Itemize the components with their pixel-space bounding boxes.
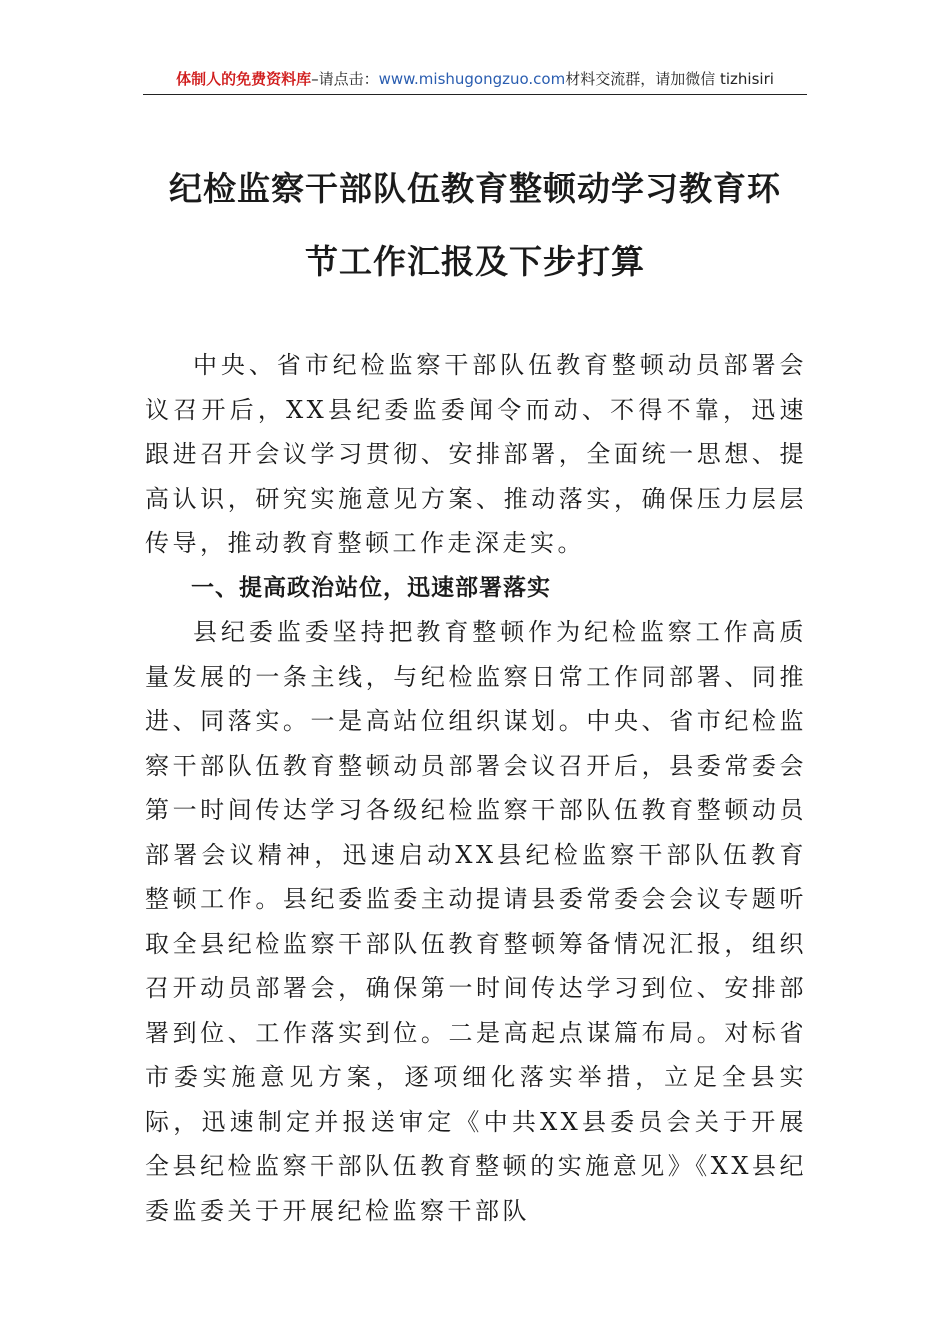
header-url-link[interactable]: www.mishugongzuo.com — [378, 70, 566, 88]
document-body — [145, 343, 807, 1233]
document-title — [100, 152, 850, 298]
title-line-1: 纪检监察干部队伍教育整顿动学习教育环 — [169, 169, 781, 208]
title-line-2: 节工作汇报及下步打算 — [305, 242, 645, 281]
header-note: 材料交流群，请加微信 tizhisiri — [565, 70, 774, 88]
section-1-heading: 一、提高政治站位，迅速部署落实 — [191, 574, 551, 601]
header-prompt: –请点击： — [311, 70, 379, 88]
header-brand: 体制人的免费资料库 — [176, 70, 312, 88]
intro-paragraph: 中央、省市纪检监察干部队伍教育整顿动员部署会议召开后，XX县纪委监委闻令而动、不得不靠，迅速跟进召开会议学习贯彻、安排部署，全面统一思想、提高认识，研究实施意见方案、推动落实，确保压力层层传导，推动教育整顿工作走深走实。 — [145, 351, 807, 557]
page-header — [143, 68, 807, 95]
section-1-paragraph: 县纪委监委坚持把教育整顿作为纪检监察工作高质量发展的一条主线，与纪检监察日常工作同部署、同推进、同落实。一是高站位组织谋划。中央、省市纪检监察干部队伍教育整顿动员部署会议召开后，县委常委会第一时间传达学习各级纪检监察干部队伍教育整顿动员部署会议精神，迅速启动XX县纪检监察干部队伍教育整顿工作。县纪委监委主动提请县委常委会会议专题听取全县纪检监察干部队伍教育整顿筹备情况汇报，组织召开动员部署会，确保第一时间传达学习到位、安排部署到位、工作落实到位。二是高起点谋篇布局。对标省市委实施意见方案，逐项细化落实举措，立足全县实际，迅速制定并报送审定《中共XX县委员会关于开展全县纪检监察干部队伍教育整顿的实施意见》《XX县纪委监委关于开展纪检监察干部队 — [145, 618, 807, 1225]
